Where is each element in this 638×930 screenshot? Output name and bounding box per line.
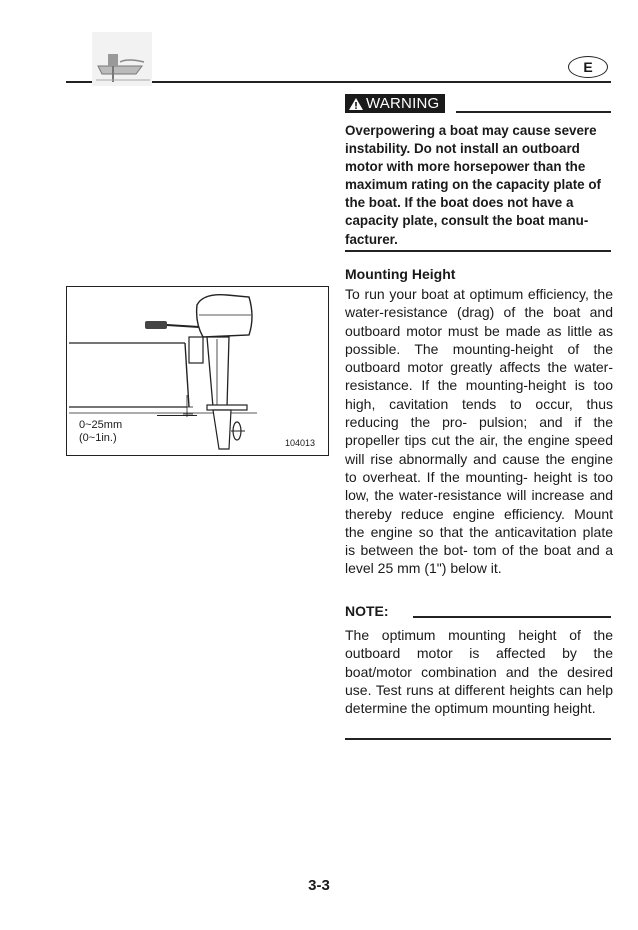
page-number: 3-3 xyxy=(308,877,330,894)
section-body: To run your boat at optimum efficiency, the water-resistance (drag) of the boat and outboard motor must be made as little as possible. The mounting-height of the outboard motor greatly affects the water-resistance. If the mounting-height is too high, cavitation tends to occur, thus reducing the pro- pulsion; and if the propeller tips cut the air, the engine speed will rise abnormally and cause the engine to overheat. If the mounting- height is too low, the water-resistance will increase and thereby reduce engine efficiency. Mount the engine so that the anticavitation plate is between the bot- tom of the boat and a level 25 mm (1") below it. xyxy=(345,286,613,577)
language-badge: E xyxy=(568,56,608,78)
note-text: The optimum mounting height of the outboard motor is affected by the boat/motor combination and the desired use. Test runs at different heights can help determine the optimum mounting height. xyxy=(345,627,613,717)
section-title: Mounting Height xyxy=(345,266,456,282)
note-end-rule xyxy=(345,738,611,740)
warning-text: Overpowering a boat may cause severe instability. Do not install an outboard motor with more horsepower than the maximum rating on the capacity plate of the boat. If the boat does not have a capacity plate, consult the boat manu- facturer. xyxy=(345,123,601,247)
figure-label-mm: 0~25mm xyxy=(79,419,123,431)
figure-label-in: (0~1in.) xyxy=(79,432,117,444)
note-label: NOTE: xyxy=(345,603,389,619)
warning-triangle-icon xyxy=(348,97,364,111)
warning-end-rule xyxy=(345,250,611,252)
figure-code: 104013 xyxy=(285,438,316,448)
note-rule xyxy=(413,616,611,618)
warning-rule xyxy=(456,111,611,113)
warning-label-text: WARNING xyxy=(366,95,440,112)
outboard-boat-icon xyxy=(88,28,160,92)
warning-label xyxy=(345,94,445,113)
